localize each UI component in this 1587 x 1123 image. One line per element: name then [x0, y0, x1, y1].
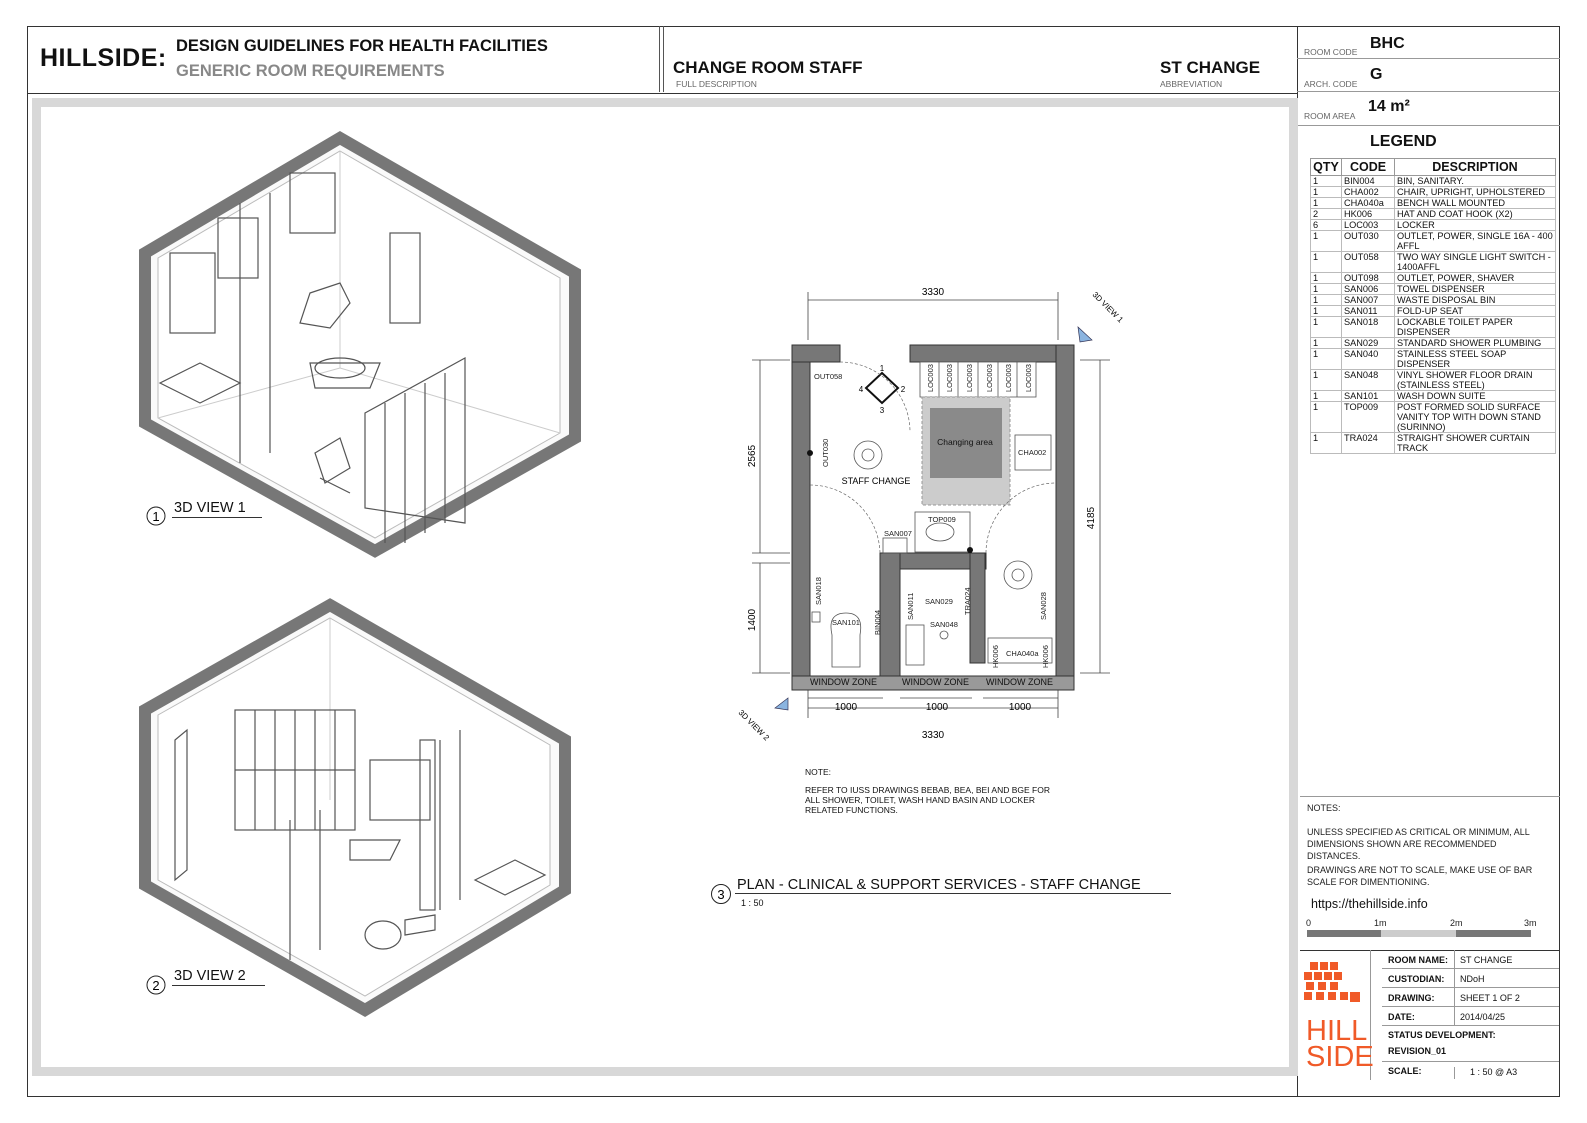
legend-code: OUT098	[1342, 273, 1395, 284]
window-zone-1: WINDOW ZONE	[810, 677, 877, 687]
dim-right: 4185	[1086, 506, 1097, 530]
compass-4: 4	[858, 385, 864, 394]
abbreviation-label: ABBREVIATION	[1160, 79, 1223, 89]
title-block-status	[1382, 1026, 1559, 1062]
legend-code: OUT030	[1342, 231, 1395, 252]
legend-desc: HAT AND COAT HOOK (X2)	[1395, 209, 1556, 220]
view-1-marker-arrow	[1078, 327, 1092, 342]
legend-qty: 1	[1311, 338, 1342, 349]
scale-label-2m: 2m	[1450, 918, 1463, 928]
view-2-marker-label: 3D VIEW 2	[736, 708, 771, 743]
plan-title: PLAN - CLINICAL & SUPPORT SERVICES - STAFF CHANGE	[737, 877, 1141, 893]
window-zone-3: WINDOW ZONE	[986, 677, 1053, 687]
legend-header-code: CODE	[1342, 159, 1395, 176]
locker-code: LOC003	[1024, 364, 1033, 392]
status-label: STATUS DEVELOPMENT:	[1388, 1030, 1496, 1040]
logo-text-hill: HILL	[1306, 1015, 1368, 1047]
svg-text:2: 2	[152, 978, 160, 993]
plan-number-circle	[710, 883, 732, 905]
rule	[1297, 58, 1560, 59]
header-divider	[659, 26, 660, 92]
legend-row	[1311, 306, 1556, 317]
brand-title: HILLSIDE:	[40, 44, 167, 72]
title-block-label: DRAWING:	[1388, 993, 1435, 1003]
website-link[interactable]: https://thehillside.info	[1311, 897, 1428, 911]
legend-code: HK006	[1342, 209, 1395, 220]
legend-qty: 1	[1311, 252, 1342, 273]
notes-paragraph-1: UNLESS SPECIFIED AS CRITICAL OR MINIMUM, ALL DIMENSIONS SHOWN ARE RECOMMENDED DISTANCES.	[1307, 827, 1530, 861]
view-1-number-circle	[146, 505, 166, 525]
legend-row	[1311, 402, 1556, 433]
plan-code-san029: SAN029	[925, 597, 953, 606]
room-code-value: BHC	[1370, 35, 1405, 52]
legend-code: SAN040	[1342, 349, 1395, 370]
arch-code-value: G	[1370, 66, 1383, 83]
legend-desc: STRAIGHT SHOWER CURTAIN TRACK	[1395, 433, 1556, 454]
plan-code-hk006-left: HK006	[991, 645, 1000, 668]
legend-desc: LOCKABLE TOILET PAPER DISPENSER	[1395, 317, 1556, 338]
plan-scale: 1 : 50	[741, 898, 764, 908]
legend-row	[1311, 284, 1556, 295]
title-block-value: 2014/04/25	[1460, 1012, 1506, 1022]
dim-left-lower: 1400	[747, 608, 758, 632]
legend-code: SAN018	[1342, 317, 1395, 338]
rule	[1297, 125, 1560, 126]
window-zone-2: WINDOW ZONE	[902, 677, 969, 687]
dim-bottom-3: 1000	[1008, 702, 1032, 713]
notes-title: NOTES:	[1307, 803, 1341, 813]
legend-code: SAN006	[1342, 284, 1395, 295]
legend-row	[1311, 295, 1556, 306]
legend-code: SAN011	[1342, 306, 1395, 317]
staff-change-label: STAFF CHANGE	[841, 476, 911, 486]
legend-desc: WASH DOWN SUITE	[1395, 391, 1556, 402]
rule	[735, 893, 1171, 894]
legend-desc: FOLD-UP SEAT	[1395, 306, 1556, 317]
plan-code-top009: TOP009	[928, 515, 956, 524]
document-title: DESIGN GUIDELINES FOR HEALTH FACILITIES	[176, 37, 548, 55]
legend-code: SAN048	[1342, 370, 1395, 391]
room-area-value: 14 m²	[1368, 98, 1410, 115]
legend-table	[1310, 158, 1556, 454]
plan-code-cha002: CHA002	[1018, 448, 1047, 457]
compass-3: 3	[879, 406, 885, 415]
dim-top: 3330	[921, 287, 945, 298]
bar-scale	[1307, 930, 1531, 937]
locker-code: LOC003	[926, 364, 935, 392]
floor-plan	[700, 270, 1170, 790]
title-block-row	[1382, 950, 1559, 969]
dim-bottom-2: 1000	[925, 702, 949, 713]
legend-code: SAN007	[1342, 295, 1395, 306]
title-block-value: ST CHANGE	[1460, 955, 1513, 965]
plan-code-san018: SAN018	[814, 577, 823, 605]
header-divider-2	[663, 26, 664, 92]
rule	[1297, 91, 1560, 92]
legend-code: TRA024	[1342, 433, 1395, 454]
plan-code-hk006-right: HK006	[1041, 645, 1050, 668]
legend-row	[1311, 220, 1556, 231]
legend-title: LEGEND	[1370, 133, 1437, 150]
legend-desc: OUTLET, POWER, SHAVER	[1395, 273, 1556, 284]
rule	[1300, 796, 1560, 797]
plan-code-san007: SAN007	[884, 529, 912, 538]
legend-qty: 1	[1311, 402, 1342, 433]
legend-row	[1311, 176, 1556, 187]
legend-header-qty: QTY	[1311, 159, 1342, 176]
legend-row	[1311, 391, 1556, 402]
view-1-label: 3D VIEW 1	[174, 500, 246, 516]
legend-row	[1311, 370, 1556, 391]
3d-view-1-drawing	[140, 133, 580, 553]
plan-note-title: NOTE:	[805, 767, 831, 777]
locker-code: LOC003	[945, 364, 954, 392]
title-block-row	[1382, 969, 1559, 988]
rule	[172, 517, 262, 518]
legend-qty: 1	[1311, 391, 1342, 402]
plan-code-san011: SAN011	[906, 592, 915, 620]
title-block-label: DATE:	[1388, 1012, 1415, 1022]
legend-row	[1311, 198, 1556, 209]
legend-desc: OUTLET, POWER, SINGLE 16A - 400 AFFL	[1395, 231, 1556, 252]
document-subtitle: GENERIC ROOM REQUIREMENTS	[176, 62, 445, 80]
plan-code-tra024: TRA024	[963, 587, 972, 615]
scale-label-0: 0	[1306, 918, 1312, 928]
scale-value: 1 : 50 @ A3	[1470, 1067, 1518, 1077]
compass-2: 2	[900, 385, 906, 394]
legend-desc: WASTE DISPOSAL BIN	[1395, 295, 1556, 306]
status-value: REVISION_01	[1388, 1046, 1447, 1056]
scale-label: SCALE:	[1388, 1066, 1422, 1076]
view-2-label: 3D VIEW 2	[174, 968, 246, 984]
title-block-row	[1382, 988, 1559, 1007]
legend-qty: 1	[1311, 273, 1342, 284]
room-area-label: ROOM AREA	[1304, 111, 1356, 121]
plan-code-out030: OUT030	[821, 438, 830, 467]
scale-label-3m: 3m	[1524, 918, 1537, 928]
legend-code: CHA040a	[1342, 198, 1395, 209]
title-block-label: ROOM NAME:	[1388, 955, 1448, 965]
locker-code: LOC003	[985, 364, 994, 392]
svg-text:1: 1	[152, 509, 160, 524]
legend-desc: TOWEL DISPENSER	[1395, 284, 1556, 295]
svg-text:3: 3	[717, 887, 725, 902]
legend-qty: 1	[1311, 187, 1342, 198]
legend-code: OUT058	[1342, 252, 1395, 273]
legend-desc: STAINLESS STEEL SOAP DISPENSER	[1395, 349, 1556, 370]
legend-qty: 1	[1311, 176, 1342, 187]
dim-bottom-total: 3330	[921, 730, 945, 741]
legend-desc: TWO WAY SINGLE LIGHT SWITCH - 1400AFFL	[1395, 252, 1556, 273]
abbreviation: ST CHANGE	[1160, 58, 1261, 77]
legend-row	[1311, 433, 1556, 454]
legend-row	[1311, 317, 1556, 338]
legend-row	[1311, 338, 1556, 349]
plan-code-cha040a: CHA040a	[1006, 649, 1039, 658]
full-description-label: FULL DESCRIPTION	[676, 79, 757, 89]
legend-header-description: DESCRIPTION	[1395, 159, 1556, 176]
legend-row	[1311, 209, 1556, 220]
title-block-scale	[1382, 1062, 1559, 1080]
legend-qty: 1	[1311, 295, 1342, 306]
legend-qty: 6	[1311, 220, 1342, 231]
legend-code: SAN101	[1342, 391, 1395, 402]
locker-code: LOC003	[965, 364, 974, 392]
legend-qty: 1	[1311, 306, 1342, 317]
scale-label-1m: 1m	[1374, 918, 1387, 928]
legend-qty: 1	[1311, 231, 1342, 252]
view-1-marker-label: 3D VIEW 1	[1090, 290, 1125, 325]
view-2-number-circle	[146, 974, 166, 994]
title-block-value: SHEET 1 OF 2	[1460, 993, 1520, 1003]
logo-text-side: SIDE	[1306, 1041, 1374, 1073]
arch-code-label: ARCH. CODE	[1304, 79, 1358, 89]
legend-code: CHA002	[1342, 187, 1395, 198]
room-code-label: ROOM CODE	[1304, 47, 1358, 57]
legend-row	[1311, 187, 1556, 198]
legend-desc: STANDARD SHOWER PLUMBING	[1395, 338, 1556, 349]
legend-qty: 1	[1311, 370, 1342, 391]
view-2-marker-arrow	[775, 698, 788, 710]
plan-code-san028: SAN028	[1039, 592, 1048, 620]
dim-bottom-1: 1000	[834, 702, 858, 713]
legend-row	[1311, 349, 1556, 370]
legend-desc: POST FORMED SOLID SURFACE VANITY TOP WITH DOWN STAND (SURINNO)	[1395, 402, 1556, 433]
legend-row	[1311, 231, 1556, 252]
legend-code: BIN004	[1342, 176, 1395, 187]
plan-code-out058: OUT058	[814, 372, 843, 381]
dim-left-upper: 2565	[747, 444, 758, 468]
3d-view-2-drawing	[140, 600, 580, 1020]
title-block-value: NDoH	[1460, 974, 1485, 984]
legend-code: TOP009	[1342, 402, 1395, 433]
legend-desc: BENCH WALL MOUNTED	[1395, 198, 1556, 209]
plan-code-bin004: BIN004	[873, 609, 882, 635]
rule	[172, 985, 265, 986]
full-description: CHANGE ROOM STAFF	[673, 58, 863, 77]
legend-qty: 1	[1311, 317, 1342, 338]
legend-desc: BIN, SANITARY.	[1395, 176, 1556, 187]
legend-qty: 1	[1311, 198, 1342, 209]
legend-code: SAN029	[1342, 338, 1395, 349]
legend-qty: 1	[1311, 284, 1342, 295]
legend-row	[1311, 252, 1556, 273]
legend-desc: CHAIR, UPRIGHT, UPHOLSTERED	[1395, 187, 1556, 198]
plan-code-san048: SAN048	[930, 620, 958, 629]
legend-desc: LOCKER	[1395, 220, 1556, 231]
changing-area-label: Changing area	[937, 437, 993, 447]
hillside-logo	[1302, 960, 1374, 1073]
title-block-label: CUSTODIAN:	[1388, 974, 1445, 984]
plan-note-text: REFER TO IUSS DRAWINGS BEBAB, BEA, BEI AND BGE FOR ALL SHOWER, TOILET, WASH HAND BASIN AND LOCKER RELATED FUNCTIONS.	[805, 785, 1050, 815]
legend-qty: 1	[1311, 349, 1342, 370]
plan-code-san101: SAN101	[832, 618, 860, 627]
title-block-row	[1382, 1007, 1559, 1026]
legend-code: LOC003	[1342, 220, 1395, 231]
compass-1: 1	[879, 364, 885, 373]
locker-code: LOC003	[1004, 364, 1013, 392]
legend-qty: 1	[1311, 433, 1342, 454]
legend-row	[1311, 273, 1556, 284]
notes-paragraph-2: DRAWINGS ARE NOT TO SCALE, MAKE USE OF BAR SCALE FOR DIMENTIONING.	[1307, 865, 1533, 887]
legend-qty: 2	[1311, 209, 1342, 220]
legend-desc: VINYL SHOWER FLOOR DRAIN (STAINLESS STEEL)	[1395, 370, 1556, 391]
